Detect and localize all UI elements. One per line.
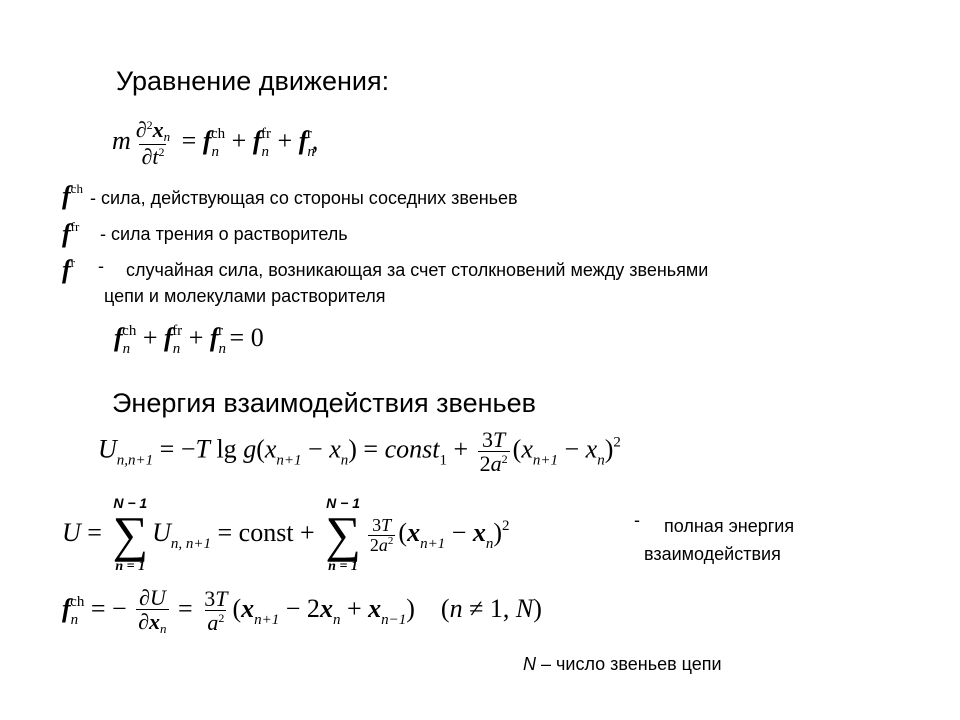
force-r-description-line2: цепи и молекулами растворителя <box>104 286 386 306</box>
heading-energy: Энергия взаимодействия звеньев <box>112 388 536 418</box>
footnote-text: – число звеньев цепи <box>536 654 722 674</box>
equation-of-motion: m $\frac{\partial^2x_n}{\partial t^2}$ = $f_n^{ch} + f_n^{fr} + f_n^r$, <box>112 117 319 169</box>
pair-energy-equation: $U_{n,n+1} = -T$ $\lg g(x_{n+1} - x_n)$ = const$_1$ + $\frac{3T}{2a^2}$ $(x_{n+1} - x_n)^2$ <box>98 427 621 477</box>
total-energy-label-line2: взаимодействия <box>644 544 781 564</box>
force-balance-equation: $f_n^{ch} + f_n^{fr} + f_n^r = 0$ <box>114 323 264 357</box>
force-r-symbol: $f^r$ <box>62 255 76 284</box>
force-fr-symbol: $f^{fr}$ <box>62 219 80 248</box>
footnote <box>523 654 722 675</box>
heading-motion: Уравнение движения: <box>116 66 390 96</box>
force-ch-equation: $f_n^{ch}$ = − $\frac{\partial U}{\partial x_n}$ = $\frac{3T}{a^2}$ $(x_{n+1} - 2x_n + x_{n-1})$ (n ≠ 1, N) <box>62 585 542 637</box>
force-ch-symbol: $f^{ch}$ <box>62 181 83 210</box>
force-fr-description: - сила трения о растворитель <box>100 224 348 244</box>
force-r-description-line1: случайная сила, возникающая за счет столкновений между звеньями <box>126 260 709 280</box>
force-ch-description: - сила, действующая со стороны соседних звеньев <box>90 188 518 208</box>
footnote-n: N <box>523 654 536 674</box>
total-energy-equation: U = N − 1 ∑ n = 1 $U_{n, n+1}$ = const + N − 1 ∑ n = 1 $\frac{3T}{2a^2}$ $(x_{n+1} - x_n)^2$ <box>62 495 510 574</box>
total-energy-dash: - <box>634 510 640 530</box>
total-energy-label-line1: полная энергия <box>664 516 795 536</box>
force-r-dash: - <box>98 256 104 276</box>
